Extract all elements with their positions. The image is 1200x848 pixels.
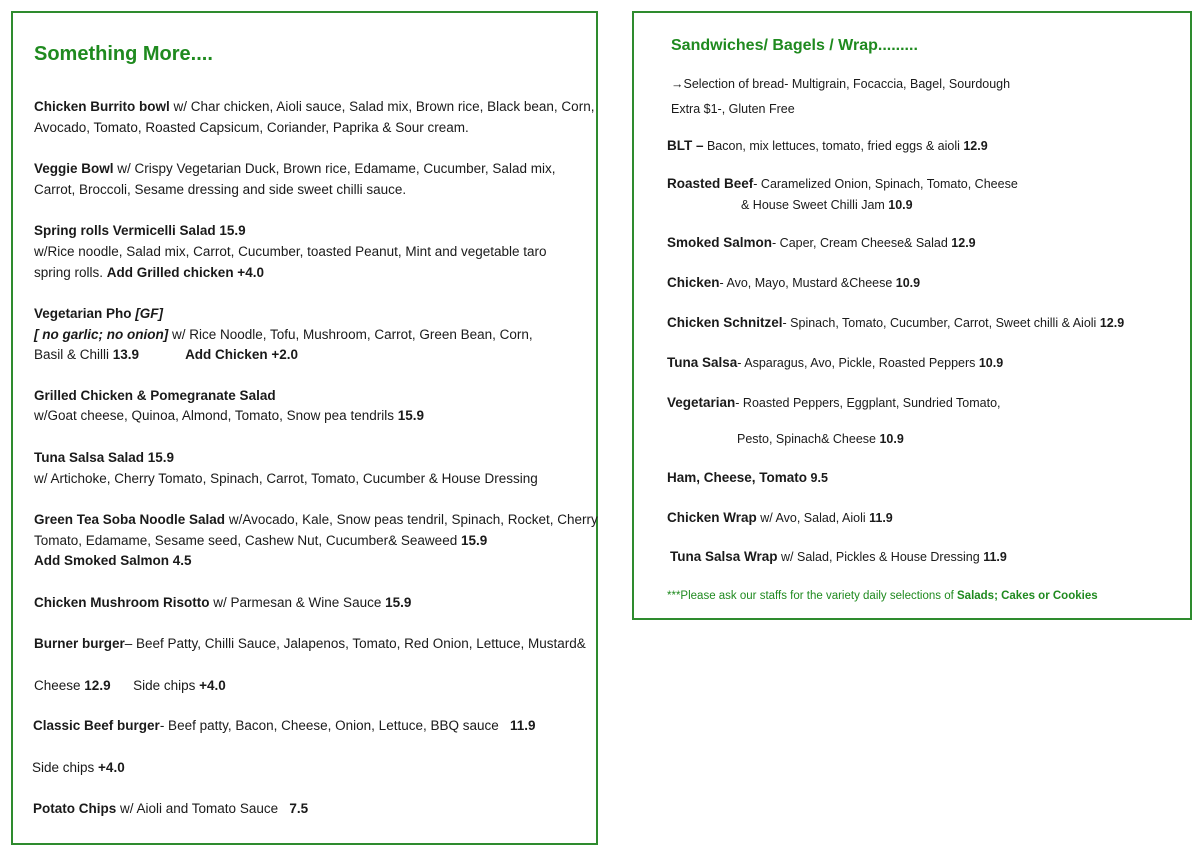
item-desc: - Beef patty, Bacon, Cheese, Onion, Lettuce, BBQ sauce [159,718,511,733]
menu-item-line [34,470,538,487]
item-price: 15.9 [460,533,488,548]
item-note: [ no garlic; no onion] [34,327,169,342]
item-desc: w/ Avo, Salad, Aioli [756,511,870,525]
menu-item-line [34,264,264,281]
item-price: 10.9 [978,356,1004,370]
item-name: Smoked Salmon [667,235,773,250]
item-desc: - Asparagus, Avo, Pickle, Roasted Peppers [737,356,979,370]
menu-item-line [667,275,920,291]
item-desc: Bacon, mix lettuces, tomato, fried eggs & aioli [703,139,964,153]
bread-text: Selection of bread- Multigrain, Focaccia, Bagel, Sourdough [683,77,1011,91]
item-name: Tuna Salsa [667,355,738,370]
menu-item-line [33,717,536,734]
menu-item-line [667,355,1003,371]
item-desc: w/ Crispy Vegetarian Duck, Brown rice, Edamame, Cucumber, Salad mix, [113,161,556,176]
item-side-price: +4.0 [98,760,125,775]
item-desc: Avocado, Tomato, Roasted Capsicum, Coriander, Paprika & Sour cream. [34,120,469,135]
menu-item-line [34,346,298,363]
item-name: Spring rolls Vermicelli Salad 15.9 [34,223,246,238]
menu-item-line [667,510,893,526]
item-desc: - Roasted Peppers, Eggplant, Sundried Tomato, [735,396,1001,410]
item-price: 11.9 [983,550,1007,564]
footer-highlight: Salads; Cakes or Cookies [957,590,1098,602]
item-desc: w/Goat cheese, Quinoa, Almond, Tomato, Snow pea tendrils [34,408,398,423]
item-side: Side chips [110,678,200,693]
item-name: BLT – [667,138,704,153]
item-desc: Carrot, Broccoli, Sesame dressing and side sweet chilli sauce. [34,182,407,197]
menu-item-line [34,160,555,177]
menu-item-line [34,98,594,115]
item-desc: w/ Artichoke, Cherry Tomato, Spinach, Carrot, Tomato, Cucumber & House Dressing [34,471,538,486]
menu-item-line [34,552,192,569]
item-desc: Cheese [34,678,85,693]
something-more-panel [11,11,598,845]
item-side: Side chips [32,760,99,775]
menu-item-line [32,759,125,776]
gluten-free-line: Extra $1-, Gluten Free [671,102,795,116]
sandwiches-title: Sandwiches/ Bagels / Wrap......... [671,37,918,54]
item-name: Chicken Mushroom Risotto [34,595,210,610]
item-price: 9.5 [807,471,828,485]
item-name: Ham, Cheese, Tomato [667,470,808,485]
item-name: Vegetarian [667,395,736,410]
item-desc: - Caramelized Onion, Spinach, Tomato, Cheese [753,177,1018,191]
item-name: Green Tea Soba Noodle Salad [34,512,226,527]
item-addon: Add Grilled chicken +4.0 [106,265,264,280]
item-addon: Add Chicken +2.0 [185,347,298,362]
menu-item-line [34,243,547,260]
item-price: 10.9 [879,432,904,446]
item-desc: w/ Rice Noodle, Tofu, Mushroom, Carrot, Green Bean, Corn, [168,327,533,342]
item-desc: Pesto, Spinach& Cheese [737,432,880,446]
item-name: Chicken Burrito bowl [34,99,170,114]
item-price: 7.5 [289,801,309,816]
item-name: Tuna Salsa Salad 15.9 [34,450,175,465]
something-more-title: Something More.... [34,43,213,65]
item-desc: - Avo, Mayo, Mustard &Cheese [719,276,896,290]
menu-item-line [34,532,487,549]
menu-item-line [33,800,308,817]
menu-item-line [34,181,406,198]
item-price: 11.9 [510,718,536,733]
item-name: Chicken Schnitzel [667,315,783,330]
item-price: 13.9 [112,347,140,362]
menu-item-line [34,594,411,611]
menu-item-line [34,511,598,528]
item-desc: w/Rice noodle, Salad mix, Carrot, Cucumber, toasted Peanut, Mint and vegetable taro [34,244,547,259]
menu-item-line [34,305,163,322]
menu-item-line [667,395,1001,411]
item-desc: w/ Salad, Pickles & House Dressing [777,550,984,564]
item-name: Grilled Chicken & Pomegranate Salad [34,388,276,403]
item-name: Tuna Salsa Wrap [670,549,778,564]
menu-item-line [667,138,988,154]
menu-item-line [34,677,226,694]
item-price: 12.9 [84,678,111,693]
sandwiches-panel [632,11,1192,620]
menu-item-line [34,326,533,343]
bread-selection-line [671,76,1010,92]
item-desc: - Caper, Cream Cheese& Salad [772,236,952,250]
item-desc: spring rolls. [34,265,107,280]
arrow-icon: → [671,77,684,91]
menu-item-line [667,470,828,486]
menu-item-line [667,315,1124,331]
footer-note [667,588,1098,604]
item-side-price: +4.0 [199,678,226,693]
menu-item-line [34,119,469,136]
menu-item-line [34,387,276,404]
item-addon: Add Smoked Salmon 4.5 [34,553,192,568]
menu-item-line [737,431,904,447]
item-name: Chicken [667,275,720,290]
item-price: 15.9 [385,595,412,610]
item-desc: Tomato, Edamame, Sesame seed, Cashew Nut, Cucumber& Seaweed [34,533,461,548]
menu-item-line [670,549,1007,565]
item-price: 15.9 [397,408,424,423]
item-desc: w/ Parmesan & Wine Sauce [209,595,386,610]
item-price: 12.9 [1099,316,1125,330]
menu-item-line [34,407,424,424]
item-name: Burner burger [34,636,125,651]
item-desc: w/ Aioli and Tomato Sauce [116,801,290,816]
item-price: 11.9 [869,511,893,525]
menu-item-line [34,449,174,466]
item-desc: & House Sweet Chilli Jam [741,198,889,212]
item-desc: w/ Char chicken, Aioli sauce, Salad mix, Brown rice, Black bean, Corn, [169,99,595,114]
menu-item-line [667,176,1018,192]
footer-text: ***Please ask our staffs for the variety daily selections of [667,590,957,602]
item-price: 12.9 [963,139,988,153]
item-price: 10.9 [895,276,921,290]
item-name: Classic Beef burger [33,718,160,733]
item-price: 12.9 [951,236,976,250]
item-tag: [GF] [135,306,164,321]
item-name: Veggie Bowl [34,161,114,176]
item-name: Roasted Beef [667,176,754,191]
item-name: Chicken Wrap [667,510,757,525]
item-name: Vegetarian Pho [34,306,136,321]
menu-item-line [667,235,976,251]
item-desc: Basil & Chilli [34,347,113,362]
item-desc: w/Avocado, Kale, Snow peas tendril, Spinach, Rocket, Cherry [225,512,598,527]
item-desc: - Spinach, Tomato, Cucumber, Carrot, Sweet chilli & Aioli [782,316,1100,330]
item-price: 10.9 [888,198,913,212]
menu-item-line [34,635,586,652]
menu-item-line [741,197,913,213]
item-name: Potato Chips [33,801,117,816]
menu-item-line [34,222,246,239]
item-desc: – Beef Patty, Chilli Sauce, Jalapenos, Tomato, Red Onion, Lettuce, Mustard& [124,636,586,651]
